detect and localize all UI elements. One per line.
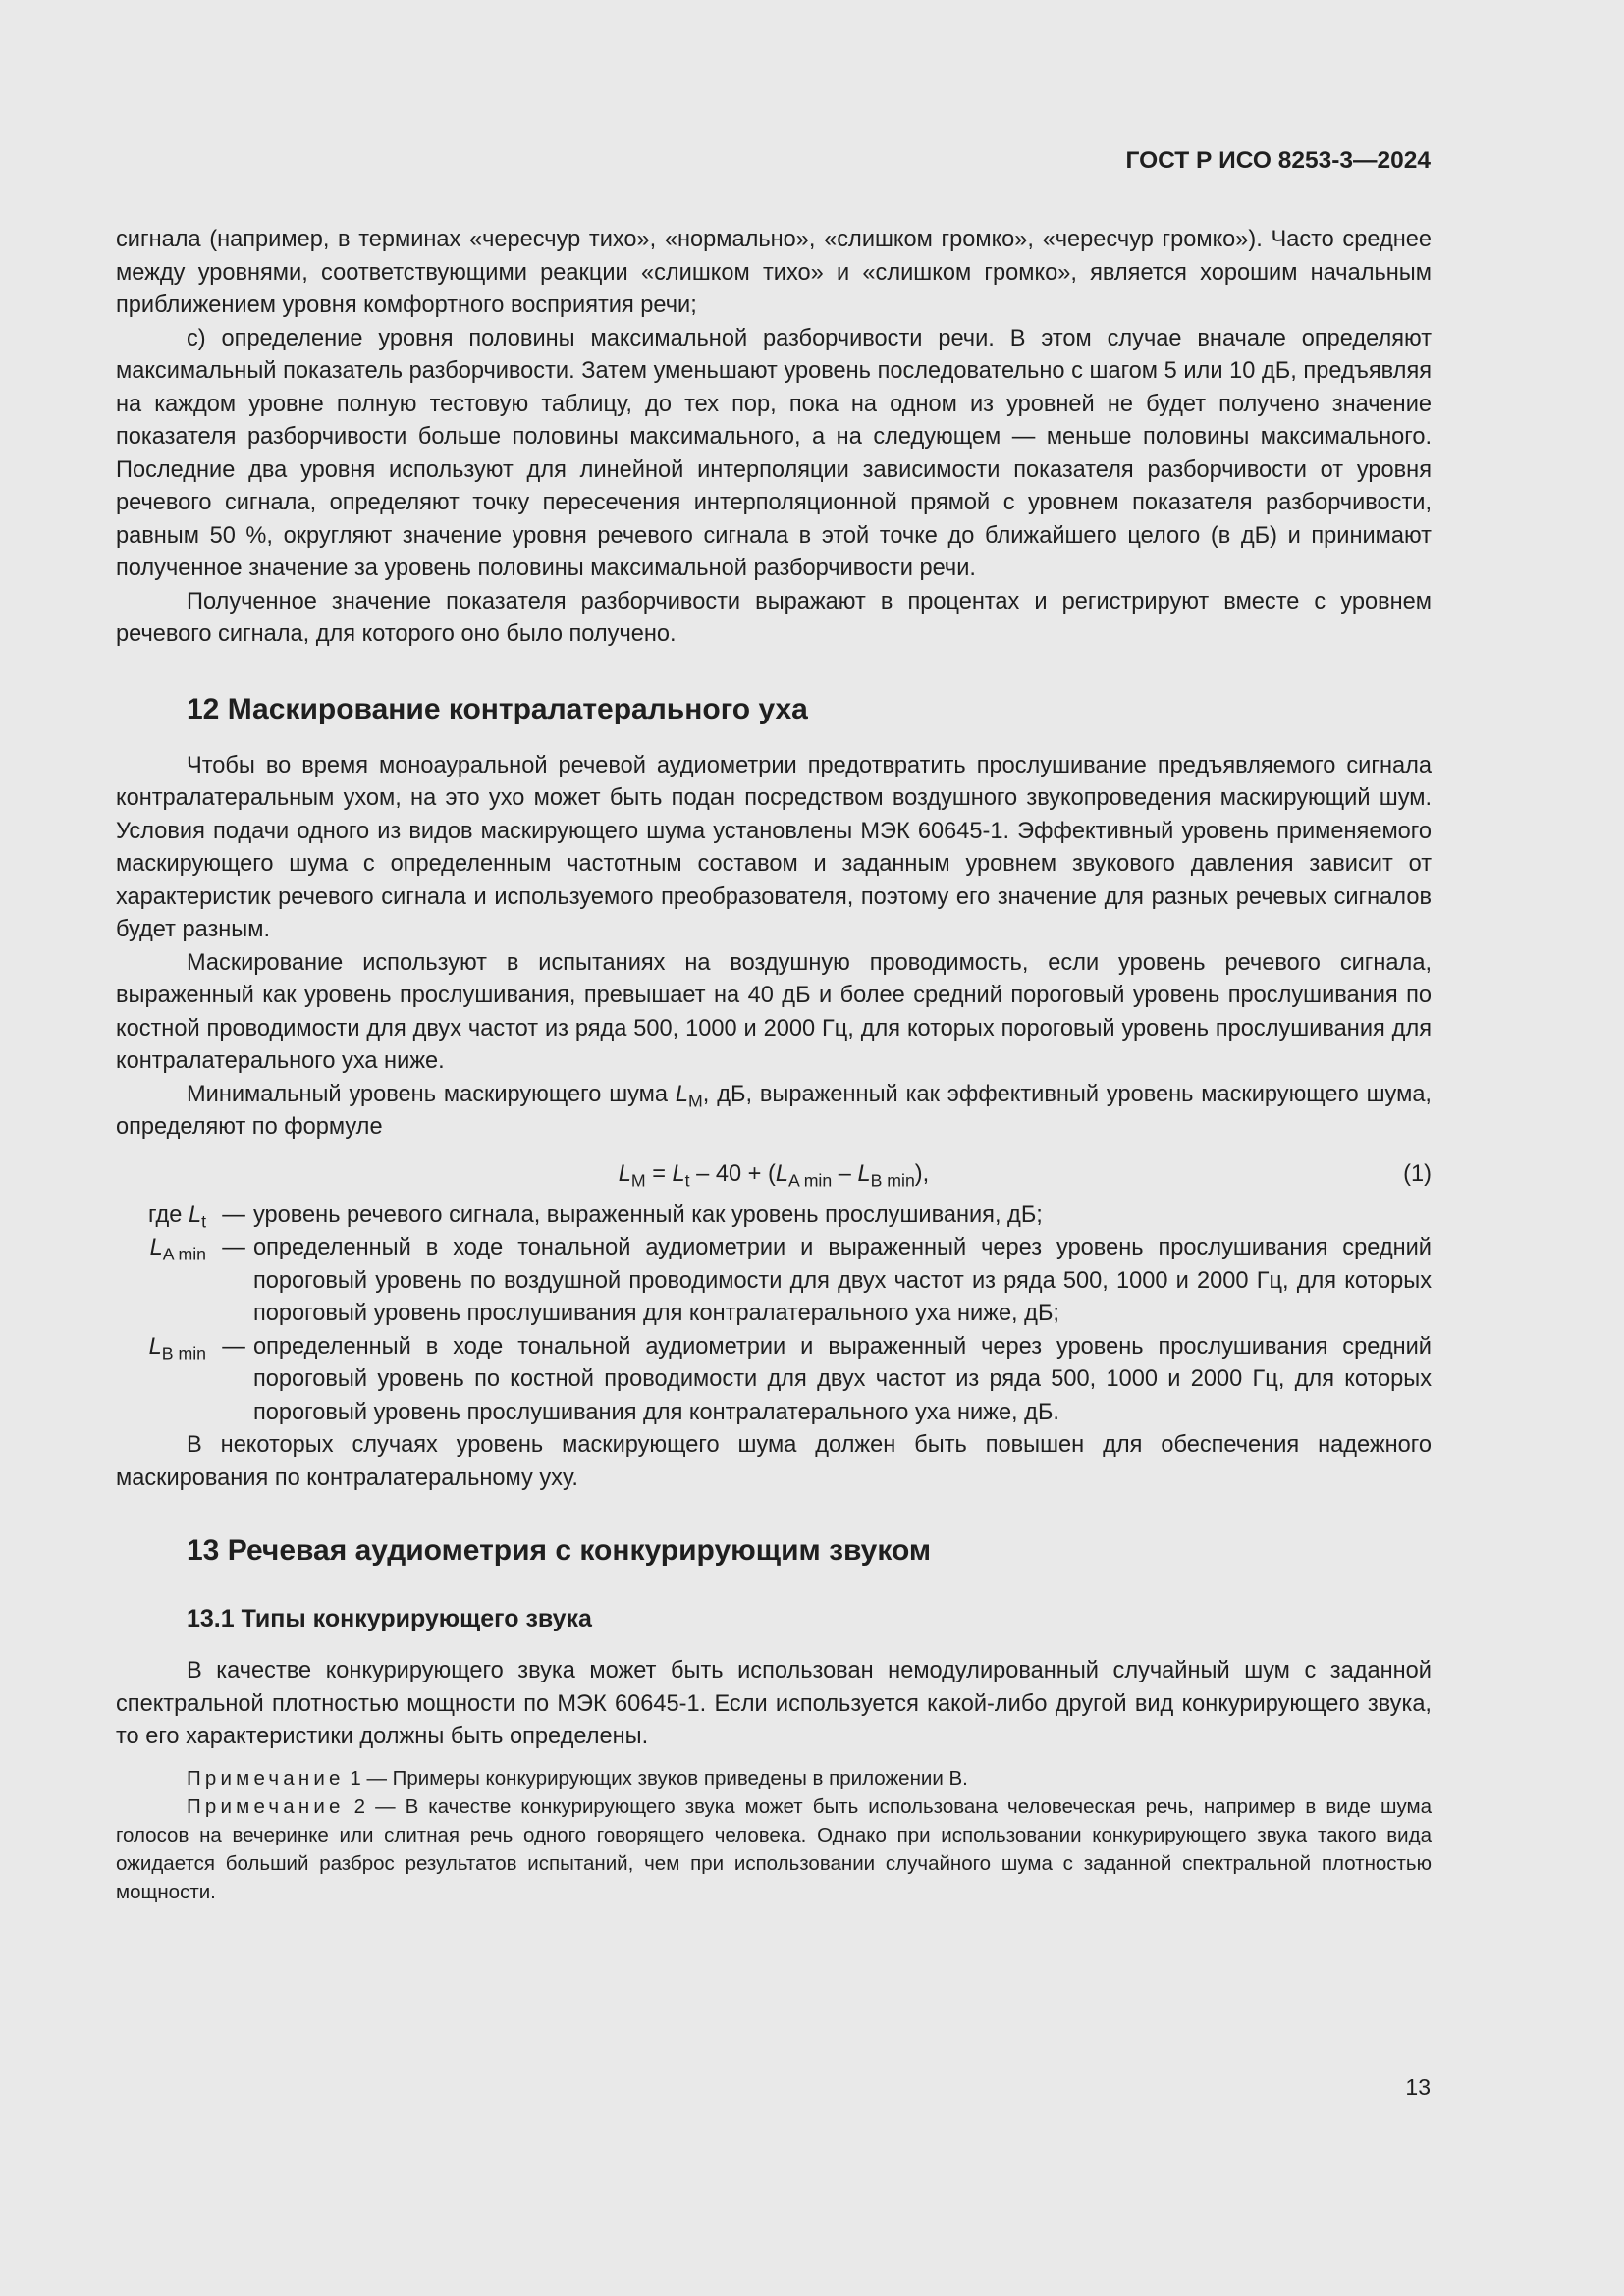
text: , дБ, выраженный как эффективный уровень маскирующего шума, определяют по формуле: [116, 1081, 1432, 1140]
operator: =: [645, 1160, 673, 1187]
subscript: A min: [787, 1169, 833, 1190]
operator: –: [832, 1160, 858, 1187]
operator: ),: [914, 1160, 930, 1187]
note-label: Примечание: [187, 1766, 345, 1789]
symbol: L: [188, 1201, 202, 1228]
definition-text: определенный в ходе тональной аудиометрии и выраженный через уровень прослушивания средний пороговый уровень по костной проводимости для двух частот из ряда 500, 1000 и 2000 Гц, для которых пороговый уровень прослушивания для контралатерального уха ниже, дБ.: [253, 1333, 1432, 1425]
subscript: B min: [161, 1342, 206, 1362]
text: Минимальный уровень маскирующего шума: [187, 1081, 676, 1107]
note-1: [116, 1764, 1432, 1792]
definitions-list: [116, 1200, 1432, 1430]
paragraph: с) определение уровня половины максимальной разборчивости речи. В этом случае вначале определяют максимальный показатель разборчивости. Затем уменьшают уровень последовательно с шагом 5 или 10 дБ, предъявляя на каждом уровне полную тестовую таблицу, до тех пор, пока на одном из уровней не будет получено значение показателя разборчивости больше половины максимального, а на следующем — меньше половины максимального. Последние два уровня используют для линейной интерполяции зависимости показателя разборчивости от уровня речевого сигнала, определяют точку пересечения интерполяционной прямой с уровнем показателя разборчивости, равным 50 %, округляют значение уровня речевого сигнала в этой точке до ближайшего целого (в дБ) и принимают полученное значение за уровень половины максимальной разборчивости речи.: [116, 325, 1432, 581]
formula-number: (1): [1403, 1160, 1432, 1187]
note-text: 2 — В качестве конкурирующего звука может быть использована человеческая речь, например в виде шума голосов на вечеринке или слитная речь одного говорящего человека. Однако при использовании конкурирующего звука такого вида ожидается больший разброс результатов испытаний, чем при использовании случайного шума с заданной спектральной плотностью мощности.: [116, 1794, 1432, 1903]
subscript: A min: [162, 1244, 206, 1264]
definition-symbol: [116, 1331, 214, 1430]
subscript: M: [630, 1169, 646, 1190]
symbol: L: [672, 1160, 685, 1187]
page-content: [116, 224, 1432, 1906]
page-header: ГОСТ Р ИСО 8253-3—2024: [1125, 147, 1431, 174]
paragraph: Полученное значение показателя разборчивости выражают в процентах и регистрируют вместе с уровнем речевого сигнала, для которого оно было получено.: [116, 588, 1432, 647]
paragraph: сигнала (например, в терминах «чересчур тихо», «нормально», «слишком громко», «чересчур громко»). Часто среднее между уровнями, соответствующими реакции «слишком тихо» и «слишком громко», является хорошим начальным приближением уровня комфортного восприятия речи;: [116, 227, 1432, 318]
note-label: Примечание: [187, 1794, 345, 1818]
subsection-13-1-heading: 13.1 Типы конкурирующего звука: [187, 1605, 592, 1632]
subscript: M: [688, 1090, 703, 1110]
formula-expression: [116, 1158, 1432, 1192]
definition-dash: —: [222, 1235, 245, 1260]
paragraph: Чтобы во время моноауральной речевой аудиометрии предотвратить прослушивание предъявляемого сигнала контралатеральным ухом, на это ухо может быть подан посредством воздушного звукопроведения маскирующий шум. Условия подачи одного из видов маскирующего шума установлены МЭК 60645-1. Эффективный уровень применяемого маскирующего шума с определенным частотным составом и заданным уровнем звукового давления зависит от характеристик речевого сигнала и используемого преобразователя, поэтому его значение для разных речевых сигналов будет разным.: [116, 752, 1432, 942]
paragraph: В качестве конкурирующего звука может быть использован немодулированный случайный шум с заданной спектральной плотностью мощности по МЭК 60645-1. Если используется какой-либо другой вид конкурирующего звука, то его характеристики должны быть определены.: [116, 1658, 1432, 1749]
subscript: B min: [870, 1169, 915, 1190]
section-12-heading: 12 Маскирование контралатерального уха: [187, 692, 808, 725]
note-text: 1 — Примеры конкурирующих звуков приведены в приложении В.: [344, 1766, 968, 1789]
formula-1: [116, 1154, 1432, 1194]
where-word: где: [147, 1201, 189, 1228]
paragraph: В некоторых случаях уровень маскирующего шума должен быть повышен для обеспечения надежного маскирования по контралатеральному уху.: [116, 1432, 1432, 1491]
note-2: [116, 1792, 1432, 1906]
operator: – 40 + (: [689, 1160, 776, 1187]
symbol: L: [775, 1160, 788, 1187]
definition-dash: —: [222, 1333, 245, 1360]
section-13-heading: 13 Речевая аудиометрия с конкурирующим звуком: [187, 1534, 932, 1567]
symbol: L: [675, 1081, 689, 1107]
paragraph: Маскирование используют в испытаниях на воздушную проводимость, если уровень речевого сигнала, выраженный как уровень прослушивания, превышает на 40 дБ и более средний пороговый уровень прослушивания по костной проводимости для двух частот из ряда 500, 1000 и 2000 Гц, для которых пороговый уровень прослушивания для контралатерального уха ниже.: [116, 949, 1432, 1074]
symbol: L: [148, 1333, 162, 1360]
subscript: t: [684, 1169, 690, 1190]
definition-symbol: [116, 1232, 214, 1331]
definition-symbol: [116, 1200, 214, 1233]
paragraph: [116, 1079, 1432, 1145]
symbol: L: [149, 1235, 163, 1260]
symbol: L: [857, 1160, 871, 1187]
definition-text: уровень речевого сигнала, выраженный как уровень прослушивания, дБ;: [253, 1201, 1043, 1228]
definition-dash: —: [222, 1201, 245, 1228]
symbol: L: [618, 1160, 631, 1187]
subscript: t: [201, 1210, 206, 1231]
definition-text: определенный в ходе тональной аудиометрии и выраженный через уровень прослушивания средний пороговый уровень по воздушной проводимости для двух частот из ряда 500, 1000 и 2000 Гц, для которых пороговый уровень прослушивания для контралатерального уха ниже, дБ;: [253, 1235, 1432, 1326]
page-number: 13: [1405, 2074, 1431, 2100]
